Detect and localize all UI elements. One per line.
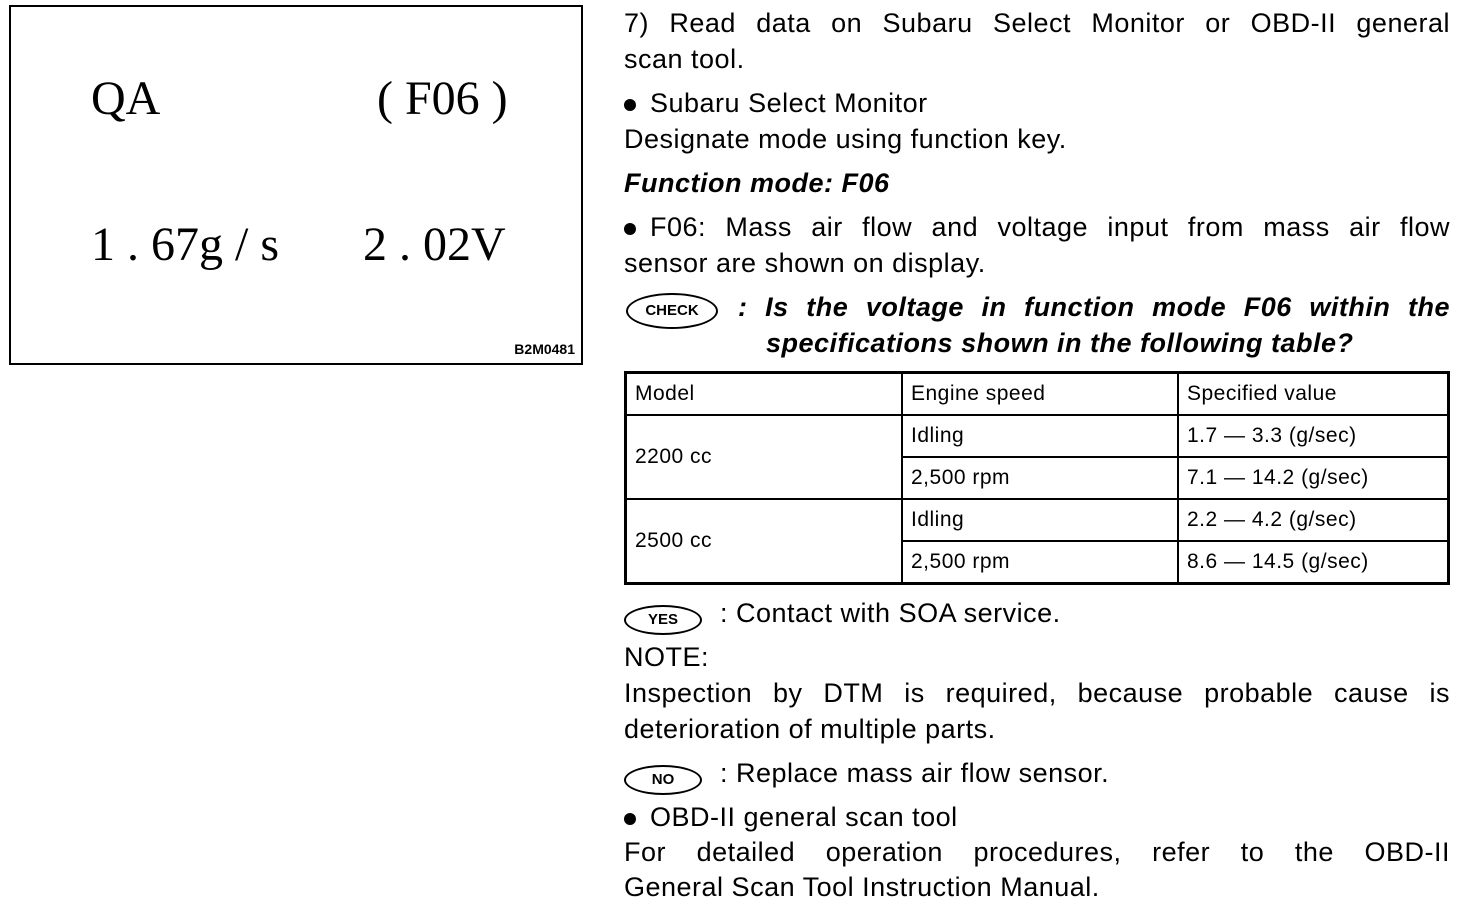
- mode-label: QA: [91, 72, 161, 125]
- function-code: ( F06 ): [377, 72, 508, 125]
- obd-bullet-item: [624, 802, 1450, 833]
- value-cell: 1.7 — 3.3 (g/sec): [1178, 415, 1449, 457]
- specification-table: [624, 371, 1450, 585]
- obd-line-1: For detailed operation procedures, refer to the OBD-II: [624, 837, 1450, 867]
- obd-line-2: General Scan Tool Instruction Manual.: [624, 872, 1100, 902]
- header-cell: Specified value: [1178, 373, 1449, 416]
- voltage-reading: 2 . 02V: [363, 218, 506, 271]
- ssm-bullet-text: Subaru Select Monitor: [650, 88, 928, 118]
- header-cell: Engine speed: [902, 373, 1178, 416]
- monitor-display-figure: [9, 5, 583, 365]
- check-badge: CHECK: [626, 293, 718, 329]
- speed-cell: Idling: [902, 415, 1178, 457]
- table-row: [626, 499, 1449, 541]
- table-header-row: [626, 373, 1449, 416]
- figure-id: B2M0481: [514, 341, 575, 357]
- function-mode-heading: Function mode: F06: [624, 168, 890, 198]
- model-cell: 2500 cc: [626, 499, 903, 584]
- bullet-icon: [624, 99, 636, 111]
- yes-text: : Contact with SOA service.: [720, 598, 1061, 628]
- speed-cell: Idling: [902, 499, 1178, 541]
- value-cell: 8.6 — 14.5 (g/sec): [1178, 541, 1449, 584]
- speed-cell: 2,500 rpm: [902, 541, 1178, 584]
- note-label: NOTE:: [624, 642, 710, 672]
- yes-badge: YES: [624, 605, 702, 635]
- check-question-line-1: : Is the voltage in function mode F06 within the: [738, 292, 1450, 322]
- value-cell: 2.2 — 4.2 (g/sec): [1178, 499, 1449, 541]
- bullet-icon: [624, 223, 636, 235]
- airflow-reading: 1 . 67g / s: [91, 218, 280, 271]
- check-question-line-2: specifications shown in the following table?: [766, 328, 1354, 358]
- step-line-1: 7) Read data on Subaru Select Monitor or OBD-II general: [624, 8, 1450, 38]
- obd-bullet-text: OBD-II general scan tool: [650, 802, 958, 832]
- step-line-2: scan tool.: [624, 44, 745, 74]
- f06-description-line-1: F06: Mass air flow and voltage input from mass air flow: [624, 212, 1450, 243]
- value-cell: 7.1 — 14.2 (g/sec): [1178, 457, 1449, 499]
- header-cell: Model: [626, 373, 903, 416]
- no-text: : Replace mass air flow sensor.: [720, 758, 1110, 788]
- ssm-bullet-item: [624, 88, 1450, 119]
- speed-cell: 2,500 rpm: [902, 457, 1178, 499]
- table-row: [626, 415, 1449, 457]
- no-badge: NO: [624, 765, 702, 795]
- bullet-icon: [624, 813, 636, 825]
- note-line-2: deterioration of multiple parts.: [624, 714, 996, 744]
- f06-description-line-2: sensor are shown on display.: [624, 248, 986, 278]
- model-cell: 2200 cc: [626, 415, 903, 499]
- ssm-instruction: Designate mode using function key.: [624, 124, 1067, 154]
- note-line-1: Inspection by DTM is required, because probable cause is: [624, 678, 1450, 708]
